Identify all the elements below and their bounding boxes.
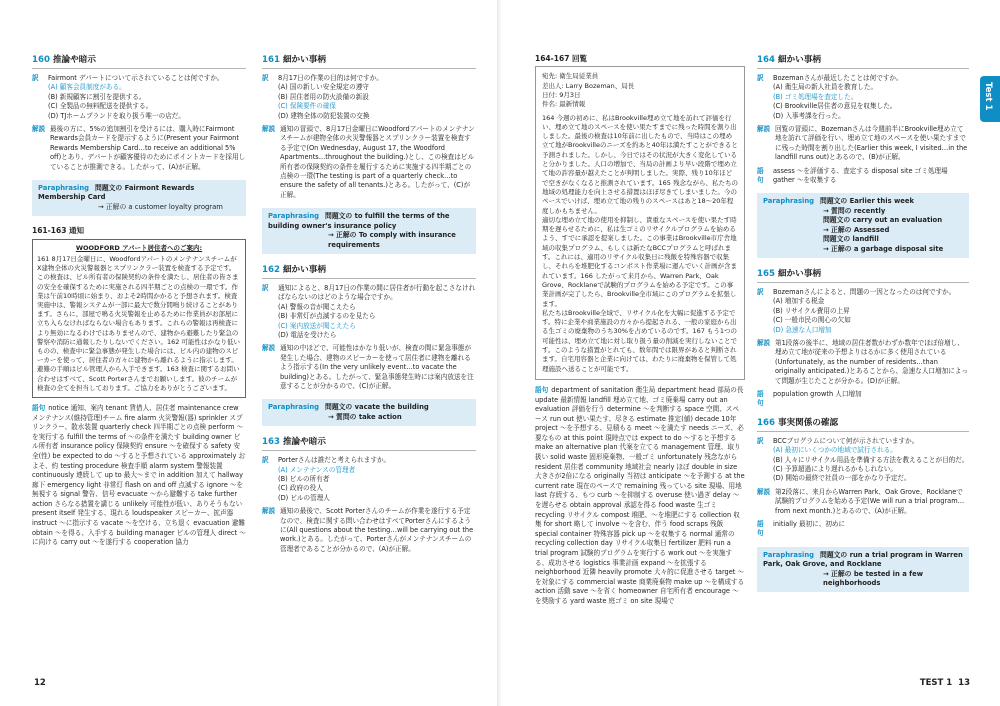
q165-question: 訳 Bozemanさんによると、問題の一因となったのは何ですか。 (A) 増加する税金 (B) リサイクル費用の上昇 (C) 一般市民の関心の欠如 (D) 急速な人口増加 <box>757 287 956 334</box>
q160-heading: 160 推論や暗示 <box>32 55 96 65</box>
divider <box>262 278 476 279</box>
q160-explanation: 解説 最後の方に、5%の追加割引を受けるには、購入時にFairmont Rewards会員カードを提示するように(Present your Fairmont Rewards Membership Card…to receive an additional 5% off)とあり、デパートが顧客優待のためにポイントカードを採用していることが推測できる。したがって、(A)が正解。 <box>32 125 246 171</box>
divider <box>262 68 476 69</box>
right-column-1 <box>535 54 745 607</box>
test-tab: Test 1 <box>980 76 1000 122</box>
q164-question: 訳 Bozemanさんが最近したことは何ですか。 (A) 衛生局の新人社員を教育した。 (B) ゴミ処理場を査定した。 (C) Brookville居住者の意見を収集した。 (D) 入事考課を行った。 <box>757 74 903 120</box>
q163-explanation: 解説 通知の最後で、Scott Porterさんのチームが作業を遂行する予定なので、検査に関する問い合わせはすべてPorterさんにするように(All questions about the testing…will be carrying out the work.)とある。したがって、Porterさんがメンテナンスチームの管理者であることが分かるので、(A)が正解。 <box>262 507 474 553</box>
q164-paraphrasing-box: Paraphrasing 問題文の Earlier this week → 質問の recently 問題文の carry out an evaluation → 正解の Assessed 問題文の landfill → 正解の a garbage disposal site <box>757 193 969 257</box>
q166-explanation: 解説 第2段落に、来月からWarren Park、Oak Grove、Rocklaneで試験的プログラムを始める予定(We will run a trial program…from next month.)とあるので、(A)が正解。 <box>757 487 965 515</box>
q164-explanation: 解説 回覧の冒頭に、Bozemanさんは今週前半にBrookville埋め立て地を訪れて評価を行い、埋め立て地のスペースを使い果たすまでに残った時間を割り出した(Earlier this week, I visited…in the landfill runs out)とあるので、(B)が正解。 <box>757 125 968 162</box>
memo-box: 宛先: 衛生局従業員 差出人: Larry Bozeman、局長 日付: 9月3日 件名: 最新情報 164 今週の初めに、私はBrookville埋め立て地を訪れて評価を行い、埋め立て地のスペースを使い果たすまでに残った時間を割り出しました。最後の検査は10年前に出したもので、当時はこの埋め立て地がBrookvilleのニーズを約あと40年は満たすことができると予測されました。しかし、今日ではその状況が大きく変化していると分かりました。人口の増加で、当局の計画より早い段階で埋め立て地の許容量が越えたことが判明しました。実際、残り10年ほどで空きがなくなると推測されています。165 残念ながら、私たちの地域の処理能力を向上させる措置はほぼ尽きてしまいました。今のペースでいけば、埋め立て地の残りのスペースはあと18～20年程度しかもちません。 適切な埋め立て地の使用を抑制し、貴重なスペースを使い果たす時期を遅らせるために、私は生ゴミのリサイクルプログラムを始めるよう、すでに承認を提案しました。この事業はBrookville市庁舎地域の収集プログラム、もしくは新たなBCCプログラムと呼ばれます。これには、適用のリサイクル収集日に残飯を特殊容器で収集し、それらを堆肥化するコンポスト作業場に運んでいく計画が含まれています。166 したがって来月から、Warren Park、Oak Grove、Rocklaneで試験的プログラムを始める予定です。この事業計画が完了したら、Brookville全市域にこのプログラムを拡張します。 私たちはBrookville全域で、リサイクル化を大幅に促進する予定です。特に企業や商業施設の方々から提起される、一般の家庭から出る生ゴミの廃棄物のうち30%を占めているのです。167 もう1つの可能性は、埋め立て地に対し取り扱う量の削減を実行しないことです。このような措置がとれても、数年間では限界があると判断されます。自宅用容器と企業に向けては、わたりに廃棄物を保管して処理施設へ送ることが可能です。 <box>535 66 745 380</box>
notice-section-title: 161-163 通知 <box>32 226 85 236</box>
option-a: (A) 顧客会員制度がある。 <box>48 83 126 92</box>
left-page <box>0 0 499 706</box>
option-b: (B) 新規顧客に割引を提供する。 <box>48 92 146 101</box>
q165-explanation: 解説 第1段落の後半に、地域の居住者数がわずか数年でほぼ倍増し、埋め立て地が従来の予想よりはるかに多く使用されている(Unfortunately, as the number of residents…than originally anticipated.)とあることから、急速な人口増加によって問題が生じたことが分かる。(D)が正解。 <box>757 338 968 385</box>
divider <box>757 68 969 69</box>
q162-explanation: 解説 通知の中ほどで、可能性はかなり低いが、検査の間に緊急事態が発生した場合、建物のスピーカーを使って居住者に建物を離れるよう指示する(In the very unlikely event…to vacate the building)とある。したがって、緊急事態発生時には案内放送を注意することが分かるので、(C)が正解。 <box>262 344 474 390</box>
notice-vocab: 語句 notice 通知、案内 tenant 賃借人、居住者 maintenance crew メンテナンス(維持管理)チーム fire alarm 火災警報(器) sprinkler スプリンクラー、散水装置 quarterly check 四半期ごとの点検 perform ～を実行する fulfill the terms of ～の条件を満たす building owner ビル所有者 insurance policy 保険契約 ensure ～を確保する safety 安全(性) be expected to do ～すると予想されている approximately およそ、約 testing procedure 検査手順 alarm system 警報装置 continuously 連続して up to 最大～まで in addition 加えて hallway 廊下 emergency light 非常灯 flash on and off 点滅する ignore ～を無視する signal 警告、信号 evacuate ～から避難する take further action さらなる措置を講じる unlikely 可能性が低い、ありそうもない present itself 発生する、現れる loudspeaker スピーカー、拡声器 instruct ～に指示する vacate ～を空ける、立ち退く evacuation 避難 obtain ～を得る、入手する building manager ビルの管理人 direct ～に向ける carry out ～を遂行する cooperation 協力 <box>32 403 246 547</box>
q162-heading: 162 細かい事柄 <box>262 264 326 275</box>
option-d: (D) TJホームブランドを取り扱う唯一の店だ。 <box>48 111 185 120</box>
q164-heading: 164 細かい事柄 <box>757 55 821 65</box>
q161-heading: 161 細かい事柄 <box>262 55 326 65</box>
q166-heading: 166 事実関係の確認 <box>757 417 839 428</box>
left-column-1 <box>32 54 246 548</box>
q163-question: 訳 Porterさんは誰だと考えられますか。 (A) メンテナンスの管理者 (B) ビルの所有者 (C) 政府の役人 (D) ビルの管理人 <box>262 456 391 502</box>
q165-vocab: 語句 population growth 人口増加 <box>757 389 862 408</box>
q165-heading: 165 細かい事柄 <box>757 268 821 279</box>
q162-paraphrasing-box: Paraphrasing 問題文の vacate the building → 質問の take action <box>262 399 476 426</box>
divider <box>262 450 476 451</box>
divider <box>757 282 969 283</box>
q160-paraphrasing-box: Paraphrasing 問題文の Fairmont Rewards Membership Card → 正解の a customer loyalty program <box>32 180 246 216</box>
left-column-2 <box>262 54 476 558</box>
q160-question: 訳 Fairmont デパートについて示されていることは何ですか。 (A) 顧客会員制度がある。 (B) 新規顧客に割引を提供する。 (C) 全製品の無料配送を提供する。 (D) TJホームブランドを取り扱う唯一の店だ。 <box>32 74 224 120</box>
q163-heading: 163 推論や暗示 <box>262 437 326 448</box>
q161-question: 訳 8月17日の作業の目的は何ですか。 (A) 国の新しい安全規定の遵守 (B) 居住者用の防火設備の新設 (C) 保険要件の確保 (D) 建物全体の防犯装置の交換 <box>262 74 383 120</box>
right-column-2 <box>757 54 969 592</box>
q166-vocab: 語句 initially 最初に、初めに <box>757 520 846 538</box>
memo-vocab: 語句 department of sanitation 衛生局 department head 部局の長 update 最新情報 landfill 埋め立て地、ゴミ廃棄場 carry out an evaluation 評価を行う determine ～を判断する space 空間、スペース run out 使い果たす、尽きる estimate 推定(値) decade 10年 project ～を予想する、見積もる meet ～を満たす needs ニーズ、必要なもの at this point 現時点では expect to do ～すると予想する make an alternative plan 代案を立てる management 管理、取り扱い solid waste 固形廃棄物、一般ゴミ unfortunately 残念ながら resident 居住者 community 地域社会 nearly ほぼ double in size 大きさが2倍になる originally 当初は anticipate ～を予測する at the current rate 現在のペースで remaining 残っている site 現場、用地 last 存続する、もつ curb ～を抑制する overuse 使い過ぎ delay ～を遅らせる obtain approval 承認を得る food waste 生ゴミ recycling リサイクル compost 堆肥、～を堆肥にする collection 収集 for short 略して involve ～を含む、伴う food scraps 残飯 special container 特殊容器 pick up ～を収集する normal 通常の recycling collection day リサイクル収集日 fertilizer 肥料 run a trial program 試験的プログラムを実行する work out ～を実施する、成功させる logistics 事業計画 expand ～を拡張する neighborhood 近隣 heavily promote 大々的に促進させる target ～を対象にする commercial waste 商業廃棄物 make up ～を構成する action 活動 save ～を省く homeowner 自宅所有者 encourage ～を奨励する yard waste 庭ゴミ on site 現場で <box>535 385 745 605</box>
divider <box>32 68 246 69</box>
notice-box: WOODFORD アパート居住者へのご案内: 161 8月17日金曜日に、WoodfordアパートのメンテナンスチームがX建物全体の火災警報器とスプリンクラー装置を検査する予定です。この検査は、ビル所有者の保険契約の条件を満たし、居住者の皆さまの安全を確保するために実施される四半期ごとの点検の一環です。作業は午前10時頃に始まり、およそ2時間かかると予想されます。検査実施中は、警報システムが一部に最大で数分間鳴り続けることがあります。さらに、部屋で鳴る火災警報を止めるために作業員がお部屋に立ち入らなければならない場合もあります。これらの警報は再検査により無効になるわけではありませんので、建物から避難したり緊急の警察や消防に通報したりしないでください。162 可能性はかなり低いものの、検査中に緊急事態が発生した場合には、ビル内の建物のスピーカーを使って、居住者の方々に建物から離れるように指示します。避難の手順はビル管理人から入手できます。163 検査に関するお問い合わせはすべて、Scott Porterさんまでお願いします。彼のチームが検査の全てを担当しております。ご協力をありがとうございます。 <box>32 239 246 398</box>
q166-paraphrasing-box: Paraphrasing 問題文の run a trial program in Warren Park, Oak Grove, and Rocklane → 正解の be tested in a few neighborhoods <box>757 547 969 593</box>
left-page-number: 12 <box>34 678 46 688</box>
right-page <box>501 0 1000 706</box>
right-page-footer: TEST 1 13 <box>919 678 970 688</box>
divider <box>757 431 969 432</box>
q166-question: 訳 BCCプログラムについて何が示されていますか。 (A) 最初にいくつかの地域で試行される。 (B) 人々にリサイクル用品を準備する方法を教えることが目的だ。 (C) 予算超過により遅れるかもしれない。 (D) 開始の最終で社員の一部をかなり予定だ。 <box>757 436 969 483</box>
option-c: (C) 全製品の無料配送を提供する。 <box>48 102 153 111</box>
memo-section-title: 164-167 回覧 <box>535 54 588 63</box>
q161-paraphrasing-box: Paraphrasing 問題文の to fulfill the terms of the building owner's insurance policy → 正解の To comply with insurance requirements <box>262 208 476 254</box>
q161-explanation: 解説 通知の冒頭で、8月17日金曜日にWoodfordアパートのメンテナンスチームが建物全体の火災警報器とスプリンクラー装置を検査する予定で(On Wednesday, August 17, the Woodford Apartments…throughout the building.)とし、この検査はビル所有者の保険契約の条件を履行するために実施する四半期ごとの点検の一環(The testing is part of a quarterly check…to ensure the safety of all tenants.)とある。したがって、(C)が正解。 <box>262 125 475 199</box>
q162-question: 訳 通知によると、8月17日の作業の間に居住者が行動を起こさなければならないのはどのような場合ですか。 (A) 警報の音が聞こえたら (B) 非常灯が点滅するのを見たら (C) 案内放送が聞こえたら (D) 電話を受けたら <box>262 283 476 339</box>
q164-vocab: 語句 assess ～を評価する、査定する disposal site ゴミ処理場 gather ～を収集する <box>757 166 948 185</box>
